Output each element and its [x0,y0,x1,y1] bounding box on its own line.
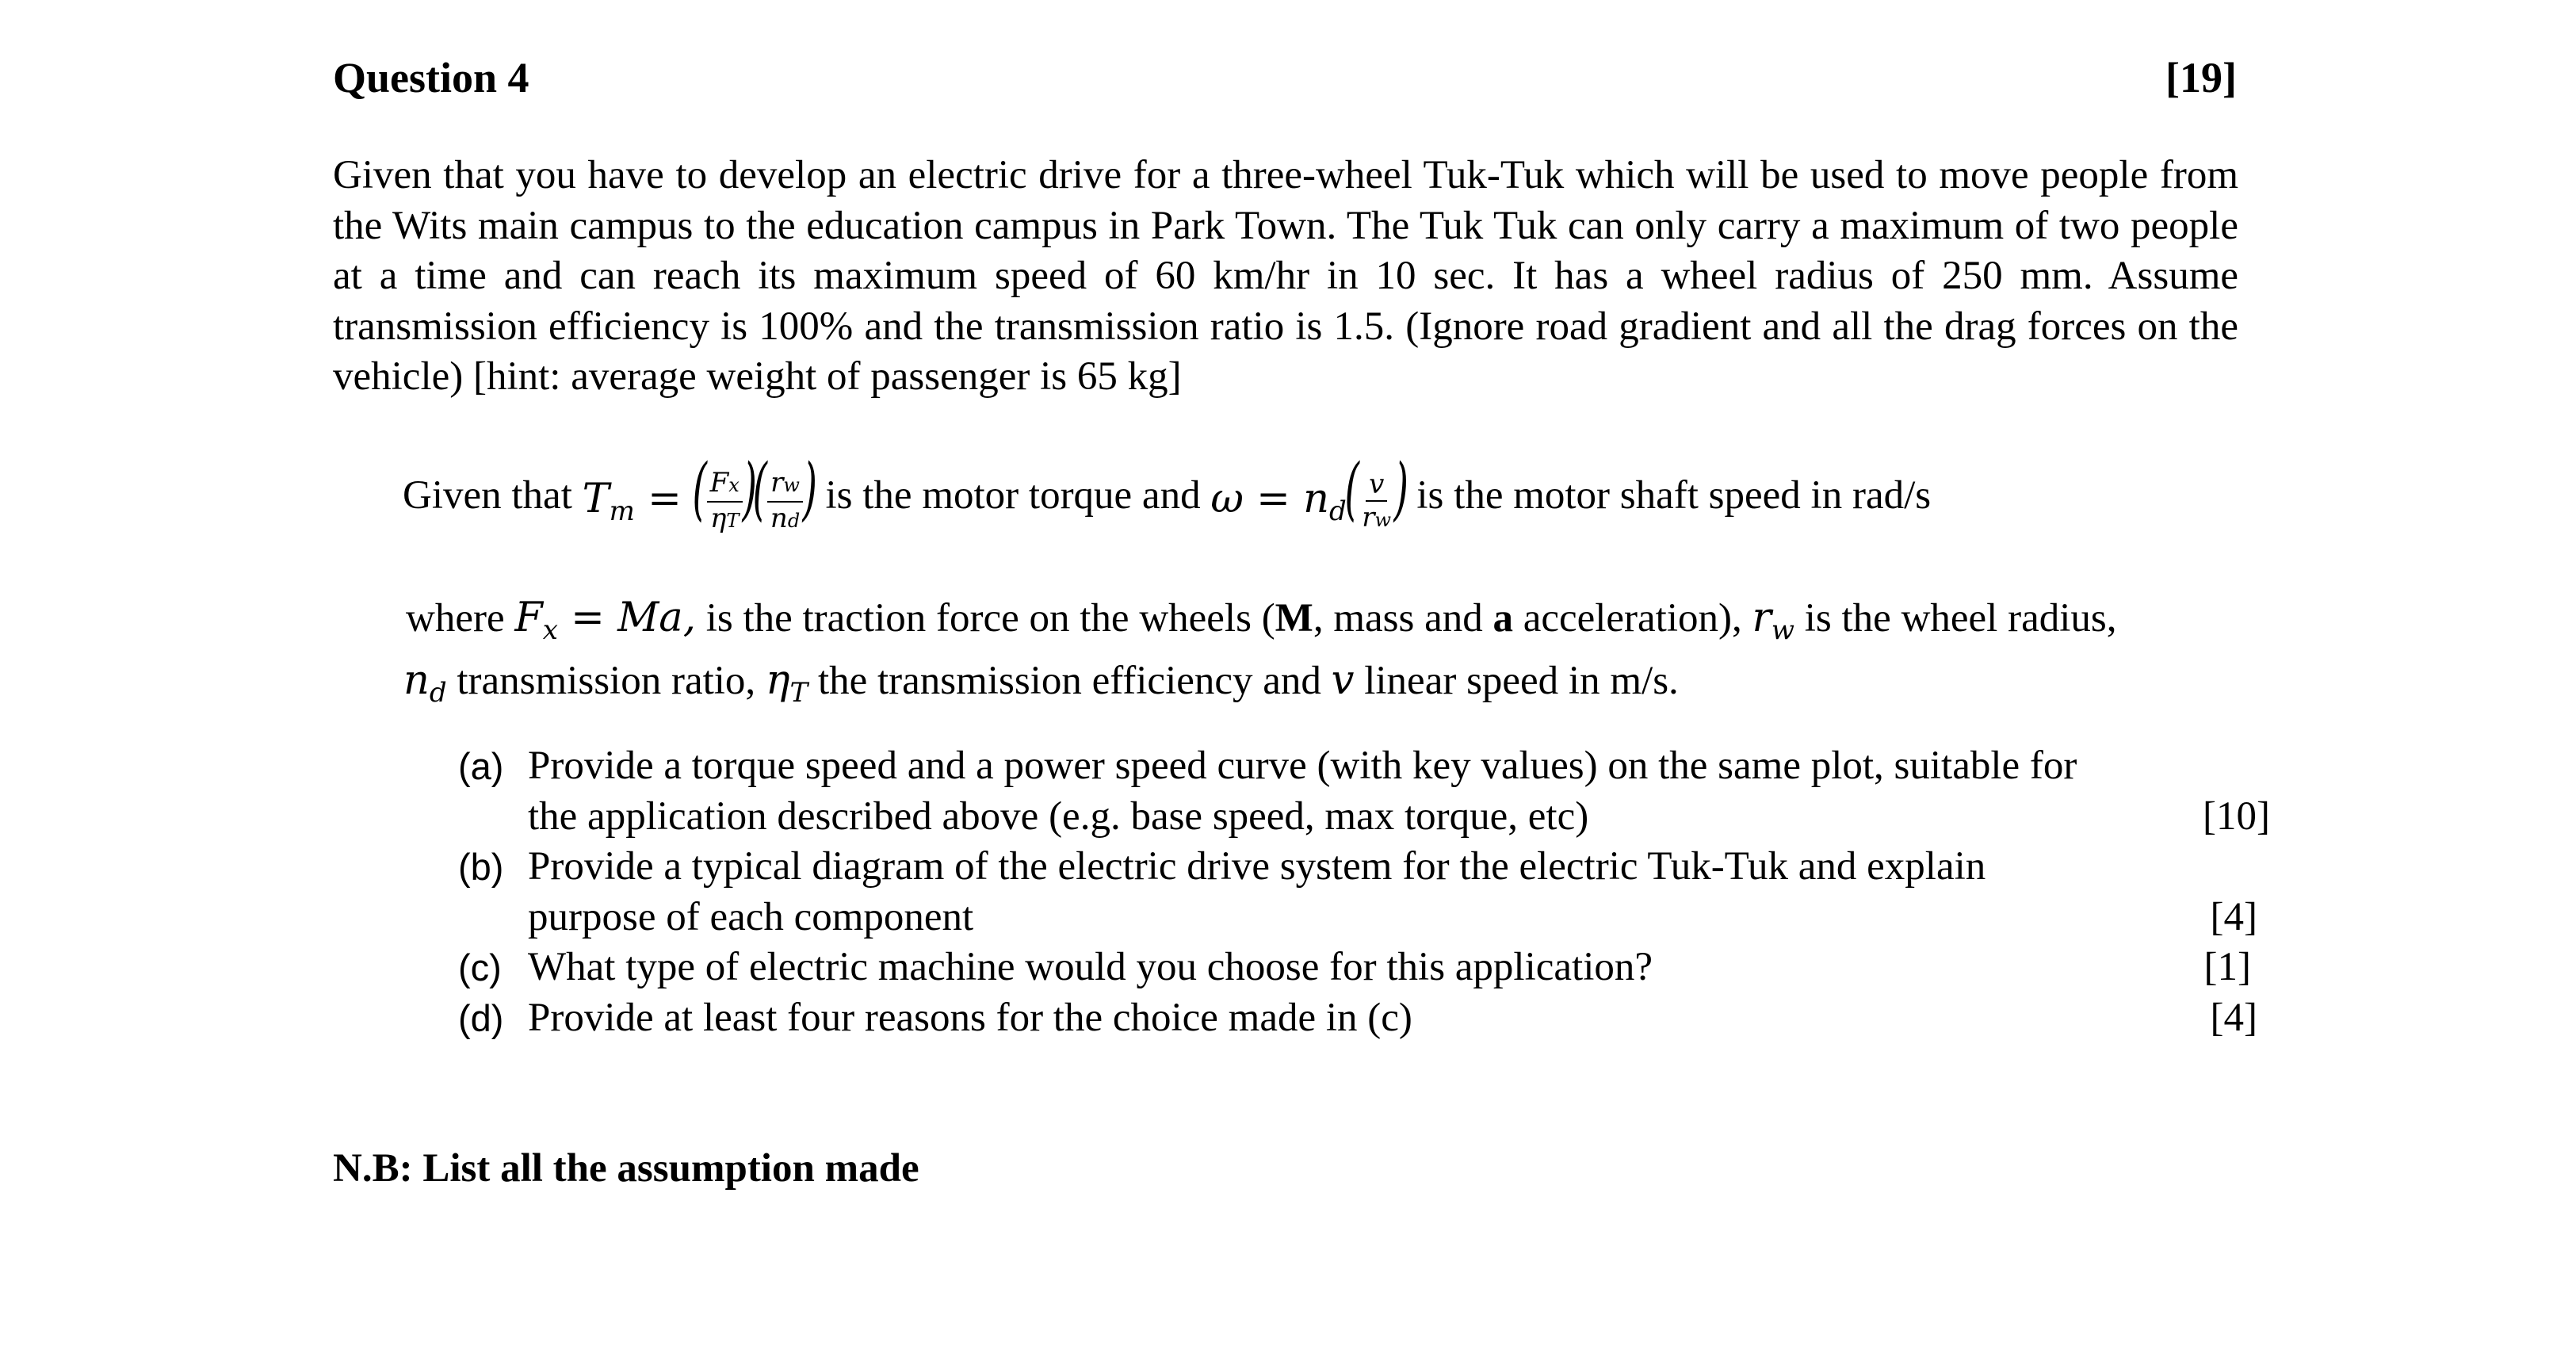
question-heading [333,49,2237,106]
sub-question-label: (a) [458,745,504,787]
sub-question-d: (d) Provide at least four reasons for the choice made in (c) [4] [458,993,2257,1044]
torque-equation: $T_m$ = ( $\frac{Fx}{\eta T}$ )( $\frac{rw}{nd}$ ) [582,449,818,534]
sub-question-a: (a) Provide a torque speed and a power speed curve (with key values) on the same plot, suitable for the application described above (e.g. base speed, max torque, etc) [10] [458,741,2257,842]
definitions-line-2: $n_d$ transmission ratio, $\eta_T$ the transmission efficiency and v linear speed in m/s. [403,657,1679,709]
assumptions-note: N.B: List all the assumption made [333,1146,919,1191]
sub-question-label: (c) [458,946,502,988]
question-marks: [19] [2165,54,2237,101]
sub-question-marks: [1] [2203,945,2251,989]
sub-question-c: (c) What type of electric machine would you choose for this application? [1] [458,942,2257,993]
sub-question-label: (d) [458,996,504,1039]
question-intro: Given that you have to develop an electric drive for a three-wheel Tuk-Tuk which will be used to move people from the Wits main campus to the education campus in Park Town. The Tuk Tuk can only carry a maximum of two people at a time and can reach its maximum speed of 60 km/hr in 10 sec. It has a wheel radius of 250 mm. Assume transmission efficiency is 100% and the transmission ratio is 1.5. (Ignore road gradient and all the drag forces on the vehicle) [hint: average weight of passenger is 65 kg] [333,153,2238,399]
traction-force-equation: $F_x = Ma$, [514,595,696,646]
variable-definitions [403,593,2221,718]
speed-description: is the motor shaft speed in rad/s [1416,473,1932,518]
sub-question-label: (b) [458,846,504,888]
question-title: Question 4 [333,54,529,101]
wheel-radius-symbol: $r_w$ [1752,595,1794,646]
sub-question-marks: [10] [2203,793,2270,839]
speed-equation: $\omega = n_d$( $\frac{v}{rw}$ ) [1210,449,1409,533]
definitions-line-1: where $F_x = Ma$, is the traction force on the wheels (M, mass and a acceleration), $r_w$ is the wheel radius, [406,595,2117,646]
speed-symbol: v [1331,657,1355,704]
sub-questions [458,741,2270,1043]
torque-description: is the motor torque and [825,473,1201,518]
formula-prefix: Given that [403,473,572,518]
efficiency-symbol: $\eta_T$ [765,657,808,709]
sub-question-marks: [4] [2210,894,2257,939]
formula-line [403,449,1932,539]
sub-question-marks: [4] [2210,995,2257,1040]
sub-question-b: (b) Provide a typical diagram of the electric drive system for the electric Tuk-Tuk and explain purpose of each component [4] [458,842,2257,942]
transmission-ratio-symbol: $n_d$ [403,657,447,709]
